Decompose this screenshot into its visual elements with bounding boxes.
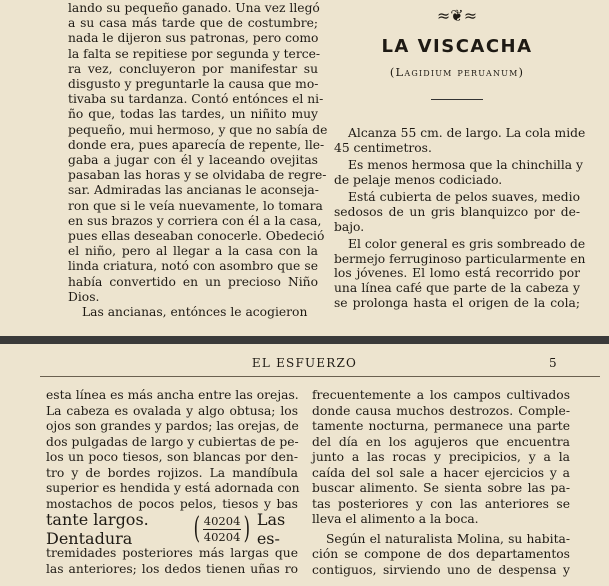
text-line: pasaban las horas y se olvidaba de regre-: [68, 168, 327, 183]
text-line: del día en los agujeros que encuentra: [312, 434, 570, 449]
text-line: tremidades posteriores más largas que: [46, 546, 298, 560]
text-line: ción se compone de dos departamentos: [312, 547, 570, 561]
page-number: 5: [549, 356, 557, 370]
text-line: Es menos hermosa que la chinchilla y: [348, 158, 583, 173]
dental-formula-line: [46, 512, 298, 546]
text-line: ron que si le veía nuevamente, lo tomara: [68, 198, 323, 213]
text-line: El color general es gris sombreado de: [348, 237, 586, 252]
text-line: ojos son grandes y pardos; las orejas, de: [46, 419, 299, 433]
bottom-right-column: [312, 388, 570, 578]
text-line: los jóvenes. El lomo está recorrido por: [334, 266, 580, 281]
text-line: lleva el alimento a la boca.: [312, 512, 479, 526]
text-line: buscar alimento. Se sienta sobre las pa-: [312, 481, 570, 495]
text-line: se prolonga hasta el origen de la cola;: [334, 295, 580, 310]
text-line: ra vez, concluyeron por manifestar su: [68, 61, 318, 76]
text-line: junto a las rocas y precipicios, y a la: [312, 450, 570, 464]
paragraph: [334, 158, 583, 187]
text-line: bajo.: [334, 219, 365, 234]
text-line: donde era, pues aparecía de repente, lle-: [68, 137, 325, 152]
top-right-column: [334, 0, 586, 313]
article-subtitle: (Lagidium peruanum): [389, 65, 525, 79]
text-line: lando su pequeño ganado. Una vez llegó: [68, 1, 320, 15]
article-intro-body: [334, 126, 586, 313]
text-line: en sus brazos y corriera con él a la casa,: [68, 213, 322, 228]
text-line: linda criatura, notó con asombro que se: [68, 259, 318, 274]
text-line: pues ellas deseaban conocerle. Obedeció: [68, 229, 325, 244]
bottom-page-scan: [0, 344, 609, 586]
text-line: pequeño, mui hermoso, y que no sabía de: [68, 122, 328, 137]
formula-prefix: tante largos. Dentadura: [46, 510, 149, 548]
text-line: 45 centimetros.: [334, 140, 432, 155]
text-line: tro y de bordes rojizos. La mandíbula: [46, 465, 298, 480]
text-line: contiguos, sirviendo uno de despensa y: [312, 562, 570, 577]
formula-denominator: 40204: [203, 529, 241, 544]
formula-numerator: 40204: [203, 513, 241, 528]
text-line: sar. Admiradas las ancianas le aconseja-: [68, 183, 319, 198]
article-title: LA VISCACHA: [381, 36, 533, 57]
text-line: Dios.: [68, 289, 100, 304]
formula-suffix: Las es-: [256, 510, 286, 548]
dental-formula: ( $\frac{40204}{40204}$ ): [194, 511, 251, 546]
text-line: los un poco tiesos, son blancas por den-: [46, 450, 298, 464]
text-line: tivaba su tardanza. Contó entónces el ni-: [68, 92, 324, 107]
paragraph: [334, 237, 586, 310]
text-line: frecuentemente a los campos cultivados: [312, 388, 570, 402]
text-line: esta línea es más ancha entre las orejas.: [46, 388, 299, 402]
running-header: [0, 356, 609, 372]
running-header-title: EL ESFUERZO: [251, 356, 358, 370]
text-line: dos pulgadas de largo y cubiertas de pe-: [46, 434, 299, 449]
text-line: tas posteriores y con las anteriores se: [312, 496, 570, 511]
text-line: ño que, todas las tardes, un niñito muy: [68, 107, 318, 122]
ornament-icon: ≈❦≈: [436, 6, 478, 25]
text-line: Según el naturalista Molina, su habita-: [326, 531, 570, 546]
top-left-column: [68, 1, 328, 320]
text-line: La cabeza es ovalada y algo obtusa; los: [46, 403, 298, 418]
text-line: Las ancianas, entónces le acogieron: [82, 305, 308, 320]
text-line: nada le dijeron sus patronas, pero como: [68, 31, 319, 46]
text-line: había convertido en un precioso Niño: [68, 274, 318, 289]
paragraph: [334, 190, 580, 234]
text-line: una línea café que parte de la cabeza y: [334, 280, 580, 295]
text-line: tamente nocturna, permanece una parte: [312, 419, 570, 433]
text-line: bermejo ferruginoso particularmente en: [334, 251, 586, 266]
title-divider: [431, 99, 483, 100]
header-divider: [40, 376, 600, 377]
text-line: Está cubierta de pelos suaves, medio: [348, 190, 580, 205]
paragraph: [334, 126, 586, 155]
text-line: Alcanza 55 cm. de largo. La cola mide: [348, 126, 586, 140]
text-line: disgusto y preguntarle la causa que mo-: [68, 77, 319, 92]
text-line: gaba a jugar con él y laceando ovejitas: [68, 153, 318, 168]
text-line: la falta se repitiese por segunda y terce-: [68, 46, 321, 61]
text-line: de pelaje menos codiciado.: [334, 172, 503, 187]
text-line: el niño, pero al llegar a la casa con la: [68, 244, 318, 259]
text-line: donde causa muchos destrozos. Comple-: [312, 403, 570, 418]
text-line: sedosos de un gris blanquizco por de-: [334, 204, 580, 219]
text-line: mostachos de pocos pelos, tiesos y bas: [46, 496, 298, 511]
text-line: a su casa más tarde que de costumbre;: [68, 16, 318, 31]
text-line: caída del sol sale a hacer ejercicios y a: [312, 465, 570, 480]
text-line: superior es hendida y está adornada con: [46, 481, 300, 495]
bottom-left-column: [46, 388, 298, 577]
text-line: las anteriores; los dedos tienen uñas ro: [46, 561, 298, 576]
